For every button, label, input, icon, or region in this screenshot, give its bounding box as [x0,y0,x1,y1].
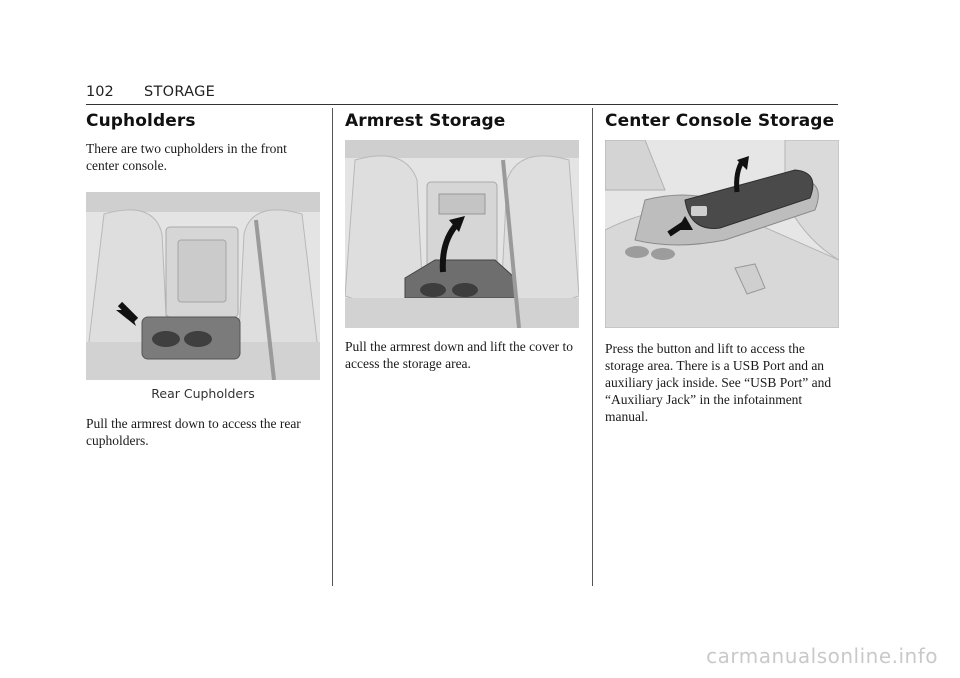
cupholders-body: Pull the armrest down to access the rear cupholders. [86,416,301,448]
center-console-storage-illustration [605,140,839,328]
cupholders-column [86,108,320,449]
center-console-storage-column [605,108,839,425]
center-console-storage-heading: Center Console Storage [605,111,835,131]
page-header [86,84,838,105]
cupholders-heading: Cupholders [86,111,196,131]
page-number: 102 [86,84,114,100]
armrest-storage-illustration [345,140,579,328]
column-divider [332,108,333,586]
armrest-storage-body: Pull the armrest down and lift the cover to access the storage area. [345,339,573,371]
cupholders-intro: There are two cupholders in the front center console. [86,141,287,173]
column-divider [592,108,593,586]
rear-cupholders-illustration [86,192,320,380]
figure-caption: Rear Cupholders [151,386,255,401]
watermark-text: carmanualsonline.info [706,644,938,668]
section-title: STORAGE [144,84,216,100]
center-console-storage-body: Press the button and lift to access the storage area. There is a USB Port and an auxiliary jack inside. See “USB Port” and “Auxiliary Jack” in the infotainment manual. [605,341,832,424]
armrest-storage-heading: Armrest Storage [345,111,506,131]
armrest-storage-column [345,108,579,372]
